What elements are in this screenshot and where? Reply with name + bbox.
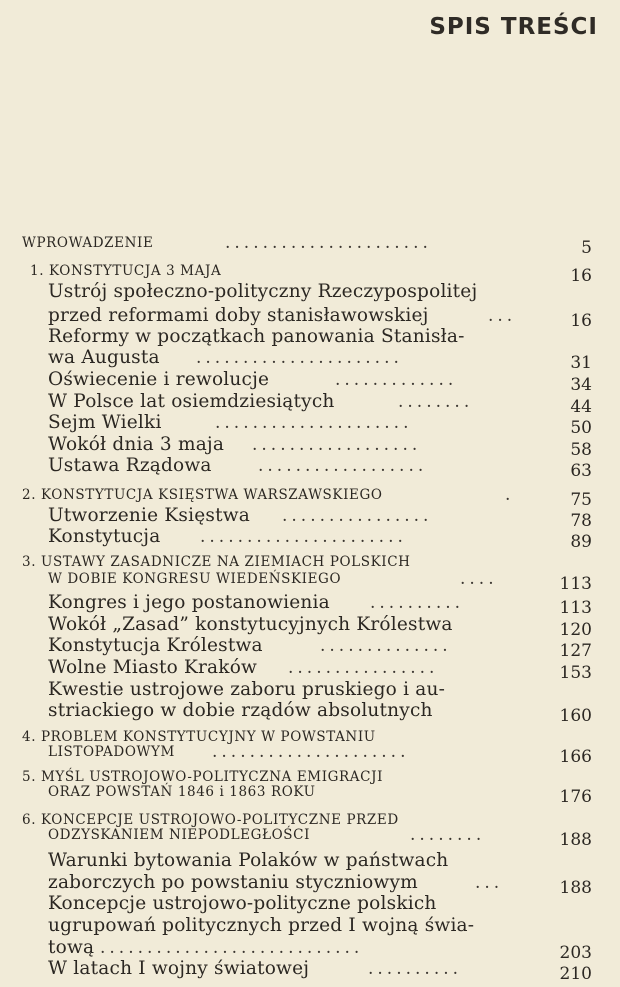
toc-entry-text: Wolne Miasto Kraków: [48, 657, 258, 678]
toc-page-number: 113: [559, 598, 592, 618]
toc-page-number: 44: [570, 397, 592, 417]
dot-leader: .............: [335, 370, 458, 390]
toc-page-number: 63: [570, 461, 592, 481]
dot-leader: ..................: [252, 435, 422, 455]
toc-entry-text: 2. KONSTYTUCJA KSIĘSTWA WARSZAWSKIEGO: [22, 487, 383, 503]
dot-leader: ......................: [225, 233, 432, 253]
toc-entry-text: Reformy w początkach panowania Stanisła-: [48, 326, 465, 347]
toc-entry-text: Ustawa Rządowa: [48, 455, 212, 476]
toc-entry-text: ORAZ POWSTAŃ 1846 i 1863 ROKU: [48, 784, 316, 800]
toc-entry-text: W Polsce lat osiemdziesiątych: [48, 391, 335, 412]
toc-entry-text: Konstytucja: [48, 526, 161, 547]
toc-page-number: 210: [559, 964, 592, 984]
toc-page-number: 50: [570, 418, 592, 438]
toc-entry-text: 1. KONSTYTUCJA 3 MAJA: [30, 263, 222, 279]
toc-page-number: 127: [559, 641, 592, 661]
toc-page-number: 16: [570, 266, 592, 286]
toc-page-number: 113: [559, 574, 592, 594]
toc-entry-text: Koncepcje ustrojowo-polityczne polskich: [48, 893, 437, 914]
dot-leader: ...: [488, 306, 517, 326]
toc-page-number: 188: [559, 878, 592, 898]
toc-entry-text: Kwestie ustrojowe zaboru pruskiego i au-: [48, 679, 446, 700]
dot-leader: ........: [410, 825, 486, 845]
dot-leader: ................: [282, 506, 433, 526]
toc-page-number: 153: [559, 663, 592, 683]
page-title: SPIS TREŚCI: [429, 14, 598, 40]
dot-leader: ................: [288, 658, 439, 678]
toc-entry-text: 3. USTAWY ZASADNICZE NA ZIEMIACH POLSKICH: [22, 554, 411, 570]
toc-entry-text: 6. KONCEPCJE USTROJOWO-POLITYCZNE PRZED: [22, 812, 399, 828]
toc-entry-text: WPROWADZENIE: [22, 235, 154, 251]
toc-entry-text: Wokół „Zasad” konstytucyjnych Królestwa: [48, 614, 453, 635]
dot-leader: .....................: [215, 413, 413, 433]
toc-entry-text: wa Augusta: [48, 347, 160, 368]
toc-page-number: 166: [559, 747, 592, 767]
toc-entry-text: Oświecenie i rewolucje: [48, 369, 270, 390]
dot-leader: ..................: [258, 456, 428, 476]
toc-entry-text: zaborczych po powstaniu styczniowym: [48, 872, 418, 893]
toc-page-number: 188: [559, 830, 592, 850]
toc-entry-text: Ustrój społeczno-polityczny Rzeczypospolitej: [48, 281, 478, 302]
toc-entry-text: striackiego w dobie rządów absolutnych: [48, 700, 433, 721]
toc-page-number: 89: [570, 532, 592, 552]
toc-entry-text: W DOBIE KONGRESU WIEDEŃSKIEGO: [48, 571, 342, 587]
toc-page-number: 34: [570, 375, 592, 395]
toc-page-number: 75: [570, 490, 592, 510]
dot-leader: ..........: [370, 593, 465, 613]
toc-page-number: 31: [570, 353, 592, 373]
toc-entry-text: Wokół dnia 3 maja: [48, 434, 225, 455]
dot-leader: .: [505, 485, 515, 505]
dot-leader: ............................: [100, 938, 364, 958]
toc-page-number: 16: [570, 311, 592, 331]
dot-leader: ..........: [368, 959, 463, 979]
dot-leader: ......................: [200, 527, 407, 547]
toc-page-number: 160: [559, 706, 592, 726]
toc-entry-text: Sejm Wielki: [48, 412, 162, 433]
dot-leader: .....................: [212, 742, 410, 762]
dot-leader: ....: [460, 569, 498, 589]
dot-leader: ......................: [196, 348, 403, 368]
dot-leader: ..............: [320, 636, 452, 656]
toc-entry-text: W latach I wojny światowej: [48, 958, 310, 979]
dot-leader: ...: [475, 873, 504, 893]
toc-entry-text: przed reformami doby stanisławowskiej: [48, 305, 429, 326]
toc-page-number: 203: [559, 943, 592, 963]
toc-entry-text: Kongres i jego postanowienia: [48, 592, 330, 613]
toc-entry-text: 5. MYŚL USTROJOWO-POLITYCZNA EMIGRACJI: [22, 769, 384, 785]
toc-entry-text: Konstytucja Królestwa: [48, 635, 263, 656]
toc-page-number: 120: [559, 620, 592, 640]
toc-entry-text: Warunki bytowania Polaków w państwach: [48, 850, 449, 871]
toc-entry-text: Utworzenie Księstwa: [48, 505, 250, 526]
toc-page-number: 58: [570, 440, 592, 460]
toc-page-number: 176: [559, 787, 592, 807]
toc-entry-text: LISTOPADOWYM: [48, 744, 175, 760]
toc-entry-text: tową: [48, 937, 95, 958]
toc-page-number: 78: [570, 511, 592, 531]
dot-leader: ........: [398, 392, 474, 412]
toc-page-number: 5: [581, 238, 592, 258]
toc-entry-text: ODZYSKANIEM NIEPODLEGŁOŚCI: [48, 827, 311, 843]
toc-entry-text: 4. PROBLEM KONSTYTUCYJNY W POWSTANIU: [22, 729, 376, 745]
toc-entry-text: ugrupowań politycznych przed I wojną świa-: [48, 915, 475, 936]
